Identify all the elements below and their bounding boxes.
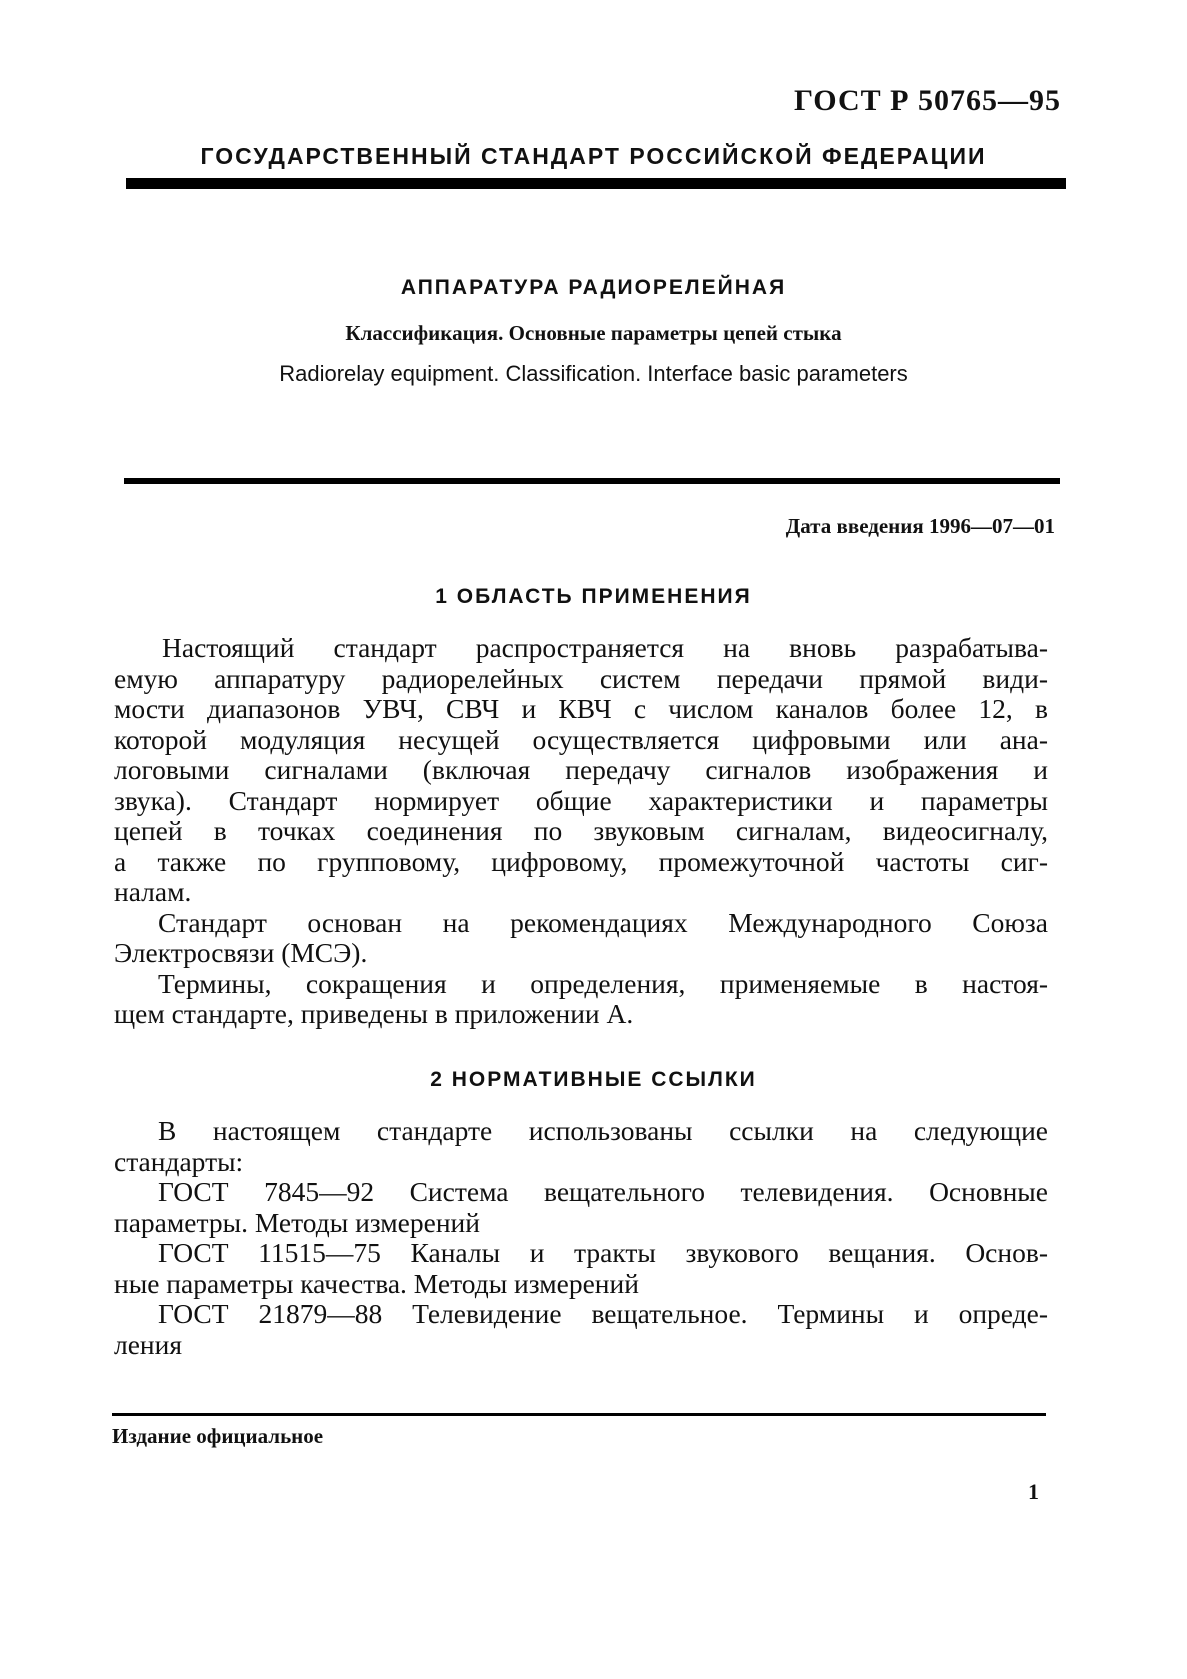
text-line: а также по групповому, цифровому, промежуточной частоты сиг- <box>114 845 1048 877</box>
reference-line: параметры. Методы измерений <box>114 1206 480 1238</box>
text-line: Электросвязи (МСЭ). <box>114 937 368 968</box>
text-line: В настоящем стандарте использованы ссылки на следующие <box>158 1115 1048 1146</box>
reference-line: ГОСТ 21879—88 Телевидение вещательное. Термины и опреде- <box>158 1298 1048 1329</box>
text-line: Стандарт основан на рекомендациях Международного Союза <box>158 906 1048 938</box>
text-line: цепей в точках соединения по звуковым сигналам, видеосигналу, <box>114 815 1048 846</box>
header-rule <box>126 178 1066 189</box>
reference-line: ления <box>114 1328 183 1360</box>
section-2-heading: 2 НОРМАТИВНЫЕ ССЫЛКИ <box>430 1068 757 1091</box>
document-code: ГОСТ Р 50765—95 <box>793 84 1061 117</box>
reference-line: ные параметры качества. Методы измерений <box>114 1267 639 1299</box>
document-subtitle-ru: Классификация. Основные параметры цепей стыка <box>345 321 842 345</box>
reference-line: ГОСТ 11515—75 Каналы и тракты звукового вещания. Основ- <box>158 1237 1048 1268</box>
official-edition-label: Издание официальное <box>112 1424 324 1448</box>
text-line: стандарты: <box>114 1145 244 1177</box>
document-subtitle-en: Radiorelay equipment. Classification. Interface basic parameters <box>279 361 908 386</box>
page-number: 1 <box>1028 1479 1039 1504</box>
introduction-date: Дата введения 1996—07—01 <box>785 514 1055 538</box>
text-line: налам. <box>114 876 192 907</box>
footer-rule <box>112 1413 1046 1416</box>
reference-line: ГОСТ 7845—92 Система вещательного телевидения. Основные <box>158 1176 1048 1207</box>
title-rule <box>124 478 1060 484</box>
state-standard-heading: ГОСУДАРСТВЕННЫЙ СТАНДАРТ РОССИЙСКОЙ ФЕДЕРАЦИИ <box>200 143 987 169</box>
section-2-body <box>114 1116 1048 1360</box>
text-line: Настоящий стандарт распространяется на вновь разрабатыва- <box>162 632 1048 663</box>
text-line: емую аппаратуру радиорелейных систем передачи прямой види- <box>114 662 1048 694</box>
text-line: логовыми сигналами (включая передачу сигналов изображения и <box>114 754 1048 785</box>
text-line: звука). Стандарт нормирует общие характеристики и параметры <box>114 784 1048 816</box>
section-1-heading: 1 ОБЛАСТЬ ПРИМЕНЕНИЯ <box>435 585 752 608</box>
text-line: которой модуляция несущей осуществляется цифровыми или ана- <box>114 723 1048 755</box>
text-line: Термины, сокращения и определения, применяемые в настоя- <box>158 967 1048 999</box>
document-title: АППАРАТУРА РАДИОРЕЛЕЙНАЯ <box>400 276 787 299</box>
text-line: щем стандарте, приведены в приложении А. <box>114 998 634 1029</box>
text-line: мости диапазонов УВЧ, СВЧ и КВЧ с числом каналов более 12, в <box>114 693 1048 724</box>
section-1-body <box>114 633 1048 1030</box>
